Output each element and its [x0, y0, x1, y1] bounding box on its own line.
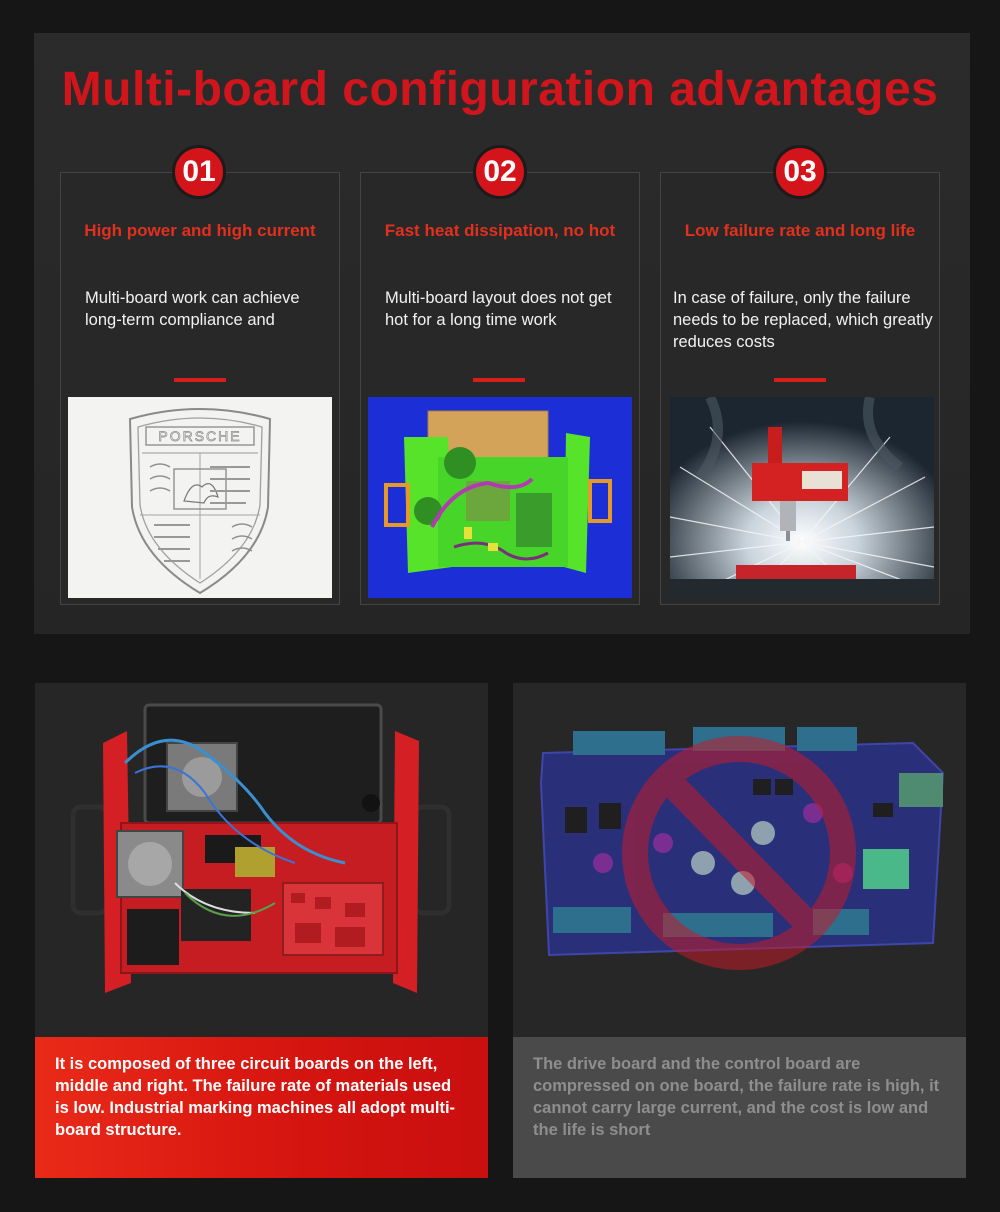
thermal-scan-image: [368, 397, 632, 598]
card-title: High power and high current: [84, 221, 316, 240]
card-description: Multi-board layout does not get hot for a long time work: [385, 289, 612, 329]
porsche-crest-engraving-image: [68, 397, 332, 598]
marking-pin-sparks-image: [670, 397, 934, 598]
svg-text:PORSCHE: PORSCHE: [158, 428, 242, 444]
advantage-card-2: [360, 172, 640, 605]
number-badge-02: 02: [473, 145, 527, 199]
advantage-card-3: [660, 172, 940, 605]
card-description: Multi-board work can achieve long-term compliance and: [85, 289, 300, 329]
three-board-machine-image: [35, 683, 488, 1037]
card-title: Low failure rate and long life: [684, 221, 916, 240]
number-badge-03: 03: [773, 145, 827, 199]
single-board-prohibited-image: [513, 683, 966, 1037]
red-divider: [473, 378, 525, 382]
number-badge-01: 01: [172, 145, 226, 199]
multi-board-caption-box: [35, 1037, 488, 1178]
single-board-panel: [513, 683, 966, 1178]
red-divider: [774, 378, 826, 382]
multi-board-panel: [35, 683, 488, 1178]
single-board-caption-box: [513, 1037, 966, 1178]
multi-board-caption: It is composed of three circuit boards on the left, middle and right. The failure rate of materials used is low. Industrial marking machines all adopt multi-board structure.: [55, 1055, 456, 1139]
card-description: In case of failure, only the failure needs to be replaced, which greatly reduces costs: [673, 289, 933, 351]
red-divider: [174, 378, 226, 382]
card-title: Fast heat dissipation, no hot: [384, 221, 616, 240]
single-board-caption: The drive board and the control board are compressed on one board, the failure rate is high, it cannot carry large current, and the cost is low and the life is short: [533, 1055, 940, 1139]
page-title: Multi-board configuration advantages: [61, 63, 939, 116]
advantage-card-1: [60, 172, 340, 605]
